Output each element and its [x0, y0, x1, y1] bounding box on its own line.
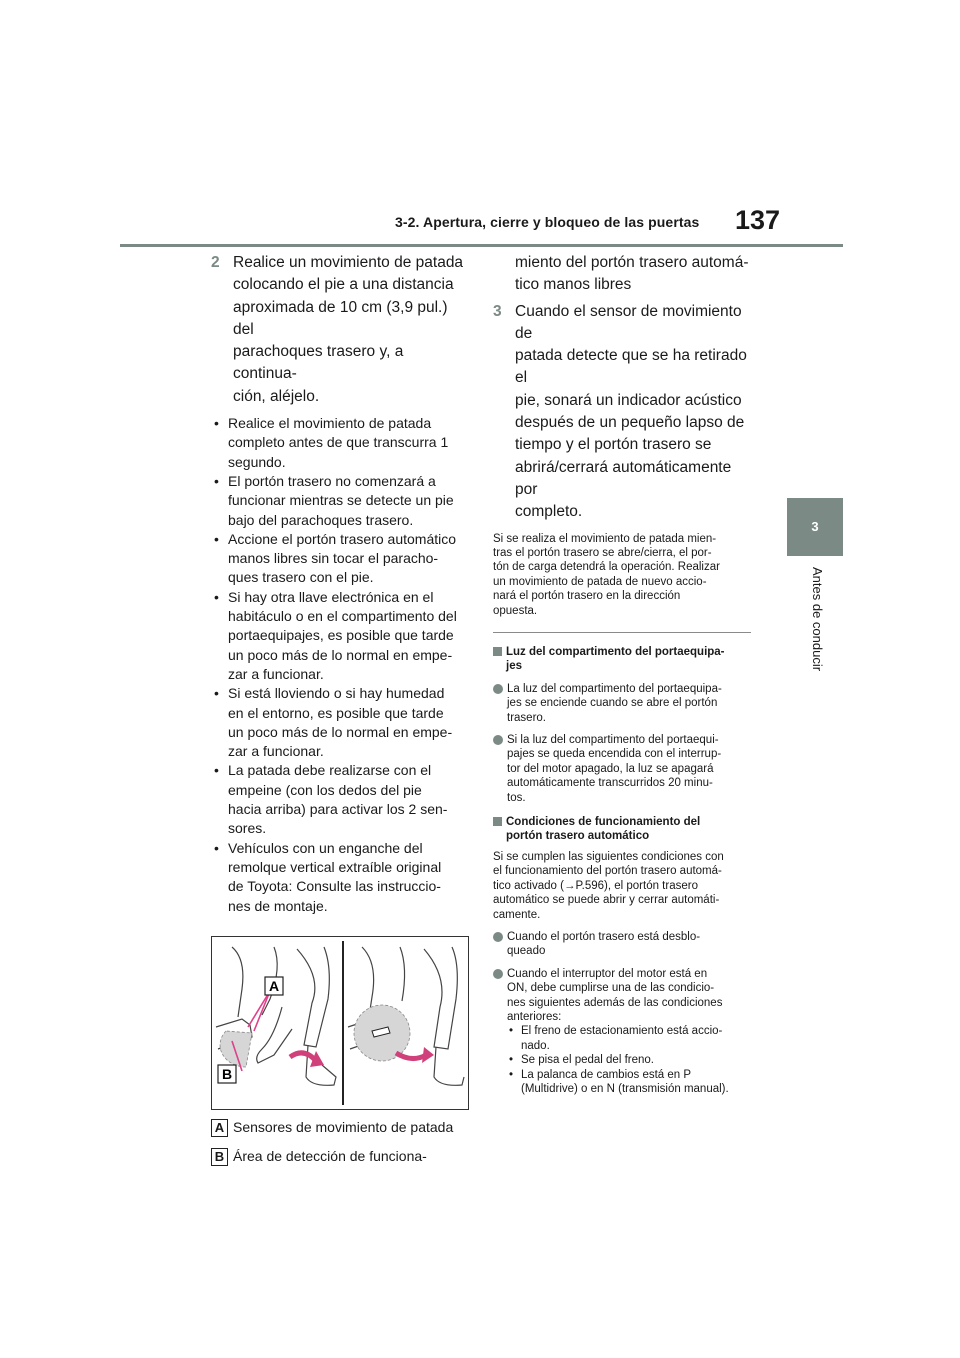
heading-conditions	[493, 815, 751, 844]
bullet-line: en el entorno, es posible que tarde	[228, 704, 444, 721]
item-line: tor del motor apagado, la luz se apagará	[507, 762, 714, 775]
caption-label: B	[211, 1148, 228, 1166]
circle-bullet-icon	[493, 932, 503, 942]
square-bullet-icon	[493, 647, 502, 656]
bullet-line: remolque vertical extraíble original	[228, 858, 442, 875]
sub-bullet-item: • Se pisa el pedal del freno.	[507, 1053, 751, 1067]
bullet-line: Accione el portón trasero automático	[228, 530, 457, 547]
chapter-label: Antes de conducir	[810, 567, 825, 672]
pointer-line	[248, 991, 270, 1027]
sub-line: nado.	[521, 1039, 550, 1052]
intro-line: camente.	[493, 908, 541, 921]
item-line: tos.	[507, 791, 526, 804]
bullet-line: bajo del parachoques trasero.	[228, 511, 414, 528]
standing-foot	[434, 1047, 464, 1085]
sub-line: Se pisa el pedal del freno.	[521, 1054, 654, 1067]
bullet-line: segundo.	[228, 453, 286, 470]
step-line: pie, sonará un indicador acústico	[515, 391, 742, 409]
bullet-line: empeine (con los dedos del pie	[228, 781, 422, 798]
item-line: La luz del compartimento del portaequipa-	[507, 682, 722, 695]
caption-line: tico manos libres	[515, 276, 632, 294]
kick-sensor-illustration	[211, 936, 469, 1110]
step-line: parachoques trasero y, a continua-	[233, 343, 404, 383]
motion-arrow	[396, 1053, 426, 1059]
bullet-item: • El portón trasero no comenzará a funcionar mientras se detecte un pie bajo del parachoques trasero.	[211, 472, 471, 530]
standing-leg	[424, 947, 457, 1049]
right-column	[493, 252, 751, 1096]
item-line: pajes se queda encendida con el interrup-	[507, 748, 722, 761]
note-line: un movimiento de patada de nuevo accio-	[493, 575, 707, 588]
heading-line: portón trasero automático	[506, 830, 650, 843]
caption-a	[211, 1118, 471, 1137]
sub-line: El freno de estacionamiento está accio-	[521, 1025, 723, 1038]
bullet-line: Si está lloviendo o si hay humedad	[228, 685, 445, 702]
heading-line: jes	[506, 660, 522, 673]
step-line: después de un pequeño lapso de	[515, 414, 745, 432]
bullet-line: un poco más de lo normal en empe-	[228, 723, 453, 740]
step-line: tiempo y el portón trasero se	[515, 436, 712, 454]
square-bullet-icon	[493, 817, 502, 826]
item-line: Cuando el interruptor del motor está en	[507, 967, 708, 980]
sub-line: La palanca de cambios está en P	[521, 1068, 692, 1081]
step-note	[493, 532, 751, 618]
motion-arrow	[290, 1053, 316, 1061]
step-line: abrirá/cerrará automáticamente por	[515, 458, 732, 498]
bullet-item: • La patada debe realizarse con el empeine (con los dedos del pie hacia arriba) para activar los 2 sen- sores.	[211, 761, 471, 838]
bullet-line: zar a funcionar.	[228, 743, 324, 760]
step-line: aproximada de 10 cm (3,9 pul.) del	[233, 298, 448, 338]
note-line: nará el portón trasero en la dirección	[493, 590, 681, 603]
header-divider	[120, 244, 843, 247]
sub-bullet-item: • La palanca de cambios está en P (Multidrive) o en N (transmisión manual).	[507, 1068, 751, 1097]
item-line: queado	[507, 945, 546, 958]
item-line: ON, debe cumplirse una de las condicio-	[507, 982, 715, 995]
item-line: anteriores:	[507, 1010, 562, 1023]
bullet-list	[211, 414, 471, 916]
step-2	[211, 252, 471, 408]
figure-label-a: A	[268, 977, 280, 994]
bullet-line: Realice el movimiento de patada	[228, 415, 432, 432]
conditions-intro	[493, 850, 751, 922]
bullet-line: portaequipajes, es posible que tarde	[228, 627, 454, 644]
circle-bullet-icon	[493, 735, 503, 745]
note-line: tón de carga detendrá la operación. Realizar	[493, 561, 720, 574]
figure-label-b: B	[221, 1065, 233, 1082]
section-header: 3-2. Apertura, cierre y bloqueo de las puertas	[395, 214, 700, 230]
chapter-number: 3	[811, 519, 819, 534]
bullet-line: Si hay otra llave electrónica en el	[228, 588, 434, 605]
item-line: automáticamente transcurridos 20 minu-	[507, 777, 713, 790]
circle-item	[493, 682, 751, 725]
caption-continuation	[493, 252, 751, 297]
kicking-leg	[257, 1007, 292, 1063]
circle-bullet-icon	[493, 684, 503, 694]
intro-line: el funcionamiento del portón trasero automá-	[493, 865, 722, 878]
pointer-line	[254, 991, 270, 1031]
bullet-item: • Vehículos con un enganche del remolque vertical extraíble original de Toyota: Consulte las instruccio- nes de montaje.	[211, 839, 471, 916]
bullet-line: hacia arriba) para activar los 2 sen-	[228, 801, 448, 818]
leg-outline	[400, 947, 405, 1001]
standing-leg	[297, 947, 329, 1047]
bullet-item: • Si está lloviendo o si hay humedad en el entorno, es posible que tarde un poco más de lo normal en empe- zar a funcionar.	[211, 684, 471, 761]
bullet-line: de Toyota: Consulte las instruccio-	[228, 878, 441, 895]
bullet-line: sores.	[228, 820, 267, 837]
bullet-line: un poco más de lo normal en empe-	[228, 646, 453, 663]
step-number: 3	[493, 302, 502, 320]
step-line: completo.	[515, 503, 583, 521]
step-line: patada detecte que se ha retirado el	[515, 347, 747, 387]
step-line: ción, aléjelo.	[233, 387, 320, 405]
caption-line: miento del portón trasero automá-	[515, 254, 749, 271]
step-line: colocando el pie a una distancia	[233, 276, 454, 294]
caption-label: A	[211, 1119, 228, 1137]
circle-item	[493, 930, 751, 959]
detection-area	[220, 1031, 252, 1067]
step-number: 2	[211, 254, 220, 271]
caption-line: Sensores de movimiento de patada	[233, 1118, 454, 1135]
bullet-line: habitáculo o en el compartimento del	[228, 608, 457, 625]
circle-item	[493, 967, 751, 1097]
bullet-line: ques trasero con el pie.	[228, 569, 374, 586]
note-line: Si se realiza el movimiento de patada mien-	[493, 532, 717, 545]
circle-item	[493, 733, 751, 805]
bullet-line: La patada debe realizarse con el	[228, 762, 432, 779]
heading-line: Condiciones de funcionamiento del	[506, 816, 701, 829]
note-line: tras el portón trasero se abre/cierra, el por-	[493, 546, 712, 559]
item-line: jes se enciende cuando se abre el portón	[507, 697, 718, 710]
motion-arrowhead	[422, 1047, 434, 1063]
intro-line: tico activado (→P.596), el portón trasero	[493, 879, 698, 892]
heading-line: Luz del compartimento del portaequipa-	[506, 646, 725, 658]
section-divider	[493, 632, 751, 633]
bullet-line: Vehículos con un enganche del	[228, 839, 423, 856]
heading-trunk-light	[493, 645, 751, 674]
note-line: opuesta.	[493, 604, 538, 617]
bullet-item: • Si hay otra llave electrónica en el habitáculo o en el compartimento del portaequipajes, es posible que tarde un poco más de lo normal en empe- zar a funcionar.	[211, 588, 471, 684]
bullet-line: funcionar mientras se detecte un pie	[228, 492, 454, 509]
item-line: trasero.	[507, 711, 546, 724]
sub-bullet-item: • El freno de estacionamiento está accio- nado.	[507, 1024, 751, 1053]
chapter-tab	[787, 498, 843, 556]
bullet-item: • Accione el portón trasero automático manos libres sin tocar el paracho- ques trasero con el pie.	[211, 530, 471, 588]
leg-outline	[232, 947, 243, 1017]
step-line: Cuando el sensor de movimiento de	[515, 302, 742, 342]
item-line: Si la luz del compartimento del portaequi-	[507, 734, 719, 747]
circle-bullet-icon	[493, 969, 503, 979]
illustration-svg	[212, 937, 468, 1109]
caption-line: Área de detección de funciona-	[233, 1147, 427, 1164]
bullet-line: completo antes de que transcurra 1	[228, 434, 449, 451]
bullet-line: manos libres sin tocar el paracho-	[228, 550, 439, 567]
bullet-item: • Realice el movimiento de patada completo antes de que transcurra 1 segundo.	[211, 414, 471, 472]
bullet-line: zar a funcionar.	[228, 665, 324, 682]
intro-line: automático se puede abrir y cerrar automáti-	[493, 894, 720, 907]
bullet-line: nes de montaje.	[228, 897, 328, 914]
item-line: nes siguientes además de las condiciones	[507, 996, 723, 1009]
page-number: 137	[735, 205, 781, 235]
left-column	[211, 252, 471, 1166]
item-line: Cuando el portón trasero está desblo-	[507, 930, 701, 943]
step-3	[493, 301, 751, 524]
intro-line: Si se cumplen las siguientes condiciones con	[493, 850, 724, 863]
sub-line: (Multidrive) o en N (transmisión manual).	[521, 1082, 729, 1095]
caption-b	[211, 1147, 471, 1166]
bullet-line: El portón trasero no comenzará a	[228, 472, 436, 489]
step-line: Realice un movimiento de patada	[233, 254, 464, 271]
